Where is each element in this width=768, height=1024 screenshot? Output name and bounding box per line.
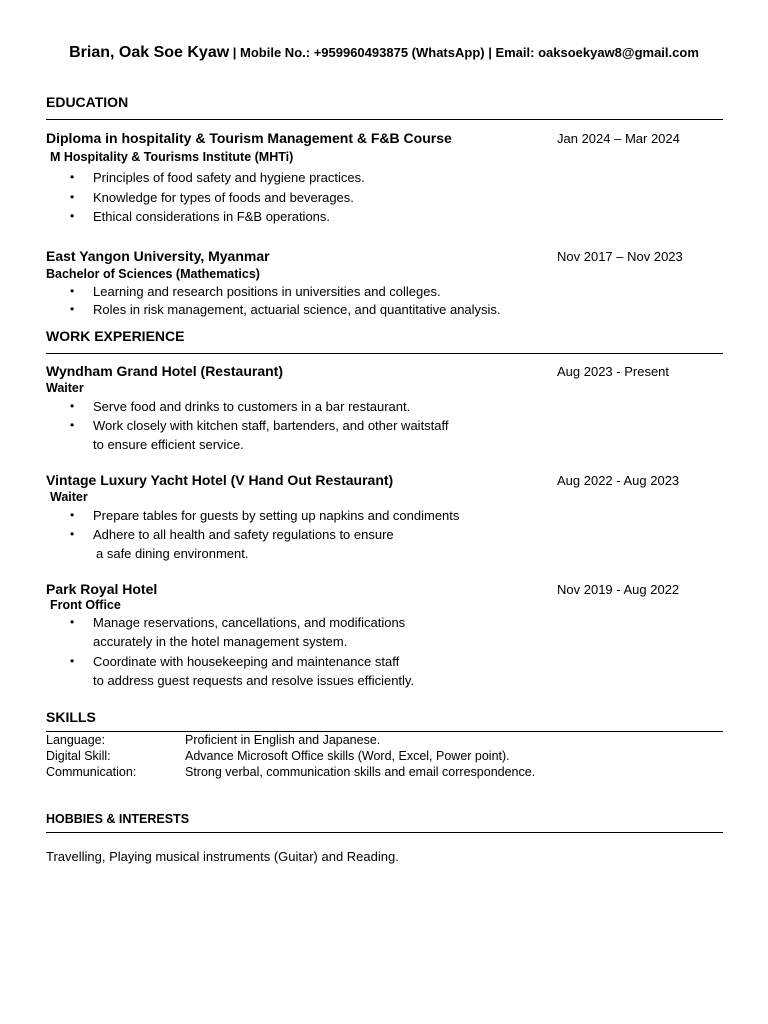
bullet-text-continued: to ensure efficient service. bbox=[93, 437, 244, 452]
bullet-icon: • bbox=[70, 302, 75, 316]
section-divider bbox=[46, 353, 723, 354]
section-title-work-experience: WORK EXPERIENCE bbox=[46, 328, 185, 344]
bullet-text-continued: accurately in the hotel management system. bbox=[93, 634, 348, 649]
entry-subtitle: Waiter bbox=[46, 381, 84, 395]
skill-value: Strong verbal, communication skills and email correspondence. bbox=[185, 765, 536, 779]
section-divider bbox=[46, 832, 723, 833]
skill-label: Language: bbox=[46, 733, 106, 747]
bullet-icon: • bbox=[70, 508, 75, 522]
entry-title: Park Royal Hotel bbox=[46, 581, 158, 597]
bullet-text: Manage reservations, cancellations, and modifications bbox=[93, 615, 406, 630]
bullet-icon: • bbox=[70, 170, 75, 184]
section-title-education: EDUCATION bbox=[46, 94, 129, 110]
entry-title: Vintage Luxury Yacht Hotel (V Hand Out Restaurant) bbox=[46, 472, 394, 488]
bullet-text-continued: to address guest requests and resolve issues efficiently. bbox=[93, 673, 415, 688]
bullet-text: Principles of food safety and hygiene practices. bbox=[93, 170, 365, 185]
bullet-icon: • bbox=[70, 209, 75, 223]
bullet-icon: • bbox=[70, 399, 75, 413]
contact-info: | Mobile No.: +959960493875 (WhatsApp) | Email: oaksoekyaw8@gmail.com bbox=[229, 45, 699, 60]
bullet-text: Coordinate with housekeeping and maintenance staff bbox=[93, 654, 400, 669]
section-divider bbox=[46, 731, 723, 732]
section-divider bbox=[46, 119, 723, 120]
bullet-text: Adhere to all health and safety regulations to ensure bbox=[93, 527, 394, 542]
bullet-text: Learning and research positions in universities and colleges. bbox=[93, 284, 441, 299]
bullet-text: Work closely with kitchen staff, bartenders, and other waitstaff bbox=[93, 418, 449, 433]
section-title-hobbies: HOBBIES & INTERESTS bbox=[46, 812, 190, 826]
entry-date: Aug 2023 - Present bbox=[557, 364, 670, 379]
entry-date: Nov 2019 - Aug 2022 bbox=[557, 582, 680, 597]
entry-subtitle: Bachelor of Sciences (Mathematics) bbox=[46, 267, 260, 281]
entry-subtitle: M Hospitality & Tourisms Institute (MHTi) bbox=[50, 150, 294, 164]
bullet-text: Prepare tables for guests by setting up napkins and condiments bbox=[93, 508, 460, 523]
bullet-icon: • bbox=[70, 527, 75, 541]
entry-date: Nov 2017 – Nov 2023 bbox=[557, 249, 683, 264]
skill-value: Advance Microsoft Office skills (Word, Excel, Power point). bbox=[185, 749, 510, 763]
entry-title: Diploma in hospitality & Tourism Management & F&B Course bbox=[46, 130, 452, 146]
bullet-icon: • bbox=[70, 654, 75, 668]
bullet-icon: • bbox=[70, 190, 75, 204]
bullet-text: Knowledge for types of foods and beverages. bbox=[93, 190, 354, 205]
bullet-text: Serve food and drinks to customers in a bar restaurant. bbox=[93, 399, 411, 414]
bullet-icon: • bbox=[70, 418, 75, 432]
entry-date: Aug 2022 - Aug 2023 bbox=[557, 473, 680, 488]
entry-title: Wyndham Grand Hotel (Restaurant) bbox=[46, 363, 283, 379]
skill-label: Communication: bbox=[46, 765, 137, 779]
entry-subtitle: Front Office bbox=[50, 598, 121, 612]
section-title-skills: SKILLS bbox=[46, 709, 96, 725]
resume-header bbox=[0, 44, 768, 62]
entry-title: East Yangon University, Myanmar bbox=[46, 248, 270, 264]
bullet-icon: • bbox=[70, 284, 75, 298]
skill-value: Proficient in English and Japanese. bbox=[185, 733, 381, 747]
hobbies-text: Travelling, Playing musical instruments (Guitar) and Reading. bbox=[46, 849, 399, 864]
entry-date: Jan 2024 – Mar 2024 bbox=[557, 131, 680, 146]
bullet-text: Roles in risk management, actuarial science, and quantitative analysis. bbox=[93, 302, 501, 317]
entry-subtitle: Waiter bbox=[50, 490, 88, 504]
bullet-text: Ethical considerations in F&B operations. bbox=[93, 209, 331, 224]
bullet-text-continued: a safe dining environment. bbox=[96, 546, 249, 561]
skill-label: Digital Skill: bbox=[46, 749, 111, 763]
candidate-name: Brian, Oak Soe Kyaw bbox=[69, 44, 230, 61]
bullet-icon: • bbox=[70, 615, 75, 629]
